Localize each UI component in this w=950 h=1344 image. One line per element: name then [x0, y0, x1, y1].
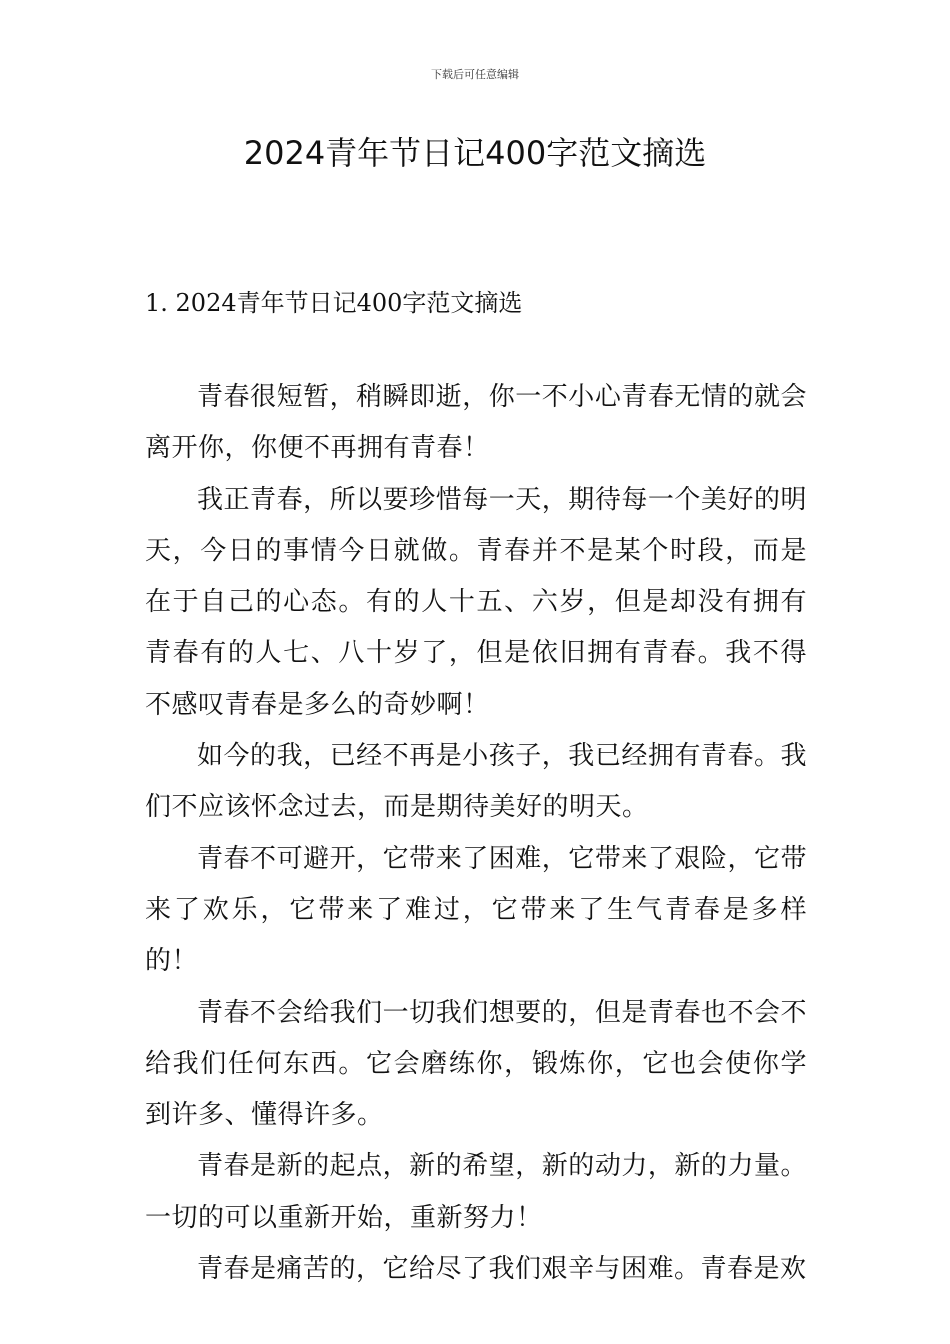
paragraph: 青春不可避开，它带来了困难，它带来了艰险，它带来了欢乐，它带来了难过，它带来了生气青春是多样的！: [145, 843, 807, 977]
paragraph: 青春不会给我们一切我们想要的，但是青春也不会不给我们任何东西。它会磨练你，锻炼你，它也会使你学到许多、懂得许多。: [145, 997, 807, 1131]
paragraph: 青春很短暂，稍瞬即逝，你一不小心青春无情的就会离开你，你便不再拥有青春！: [145, 382, 807, 464]
paragraph: 青春是新的起点，新的希望，新的动力，新的力量。一切的可以重新开始，重新努力！: [145, 1151, 807, 1233]
paragraph: 我正青春，所以要珍惜每一天，期待每一个美好的明天，今日的事情今日就做。青春并不是某个时段，而是在于自己的心态。有的人十五、六岁，但是却没有拥有青春有的人七、八十岁了，但是依旧拥有青春。我不得不感叹青春是多么的奇妙啊！: [145, 484, 807, 720]
header-note: 下载后可任意编辑: [431, 68, 519, 81]
document-title: 2024青年节日记400字范文摘选: [243, 134, 707, 172]
section-heading: 1. 2024青年节日记400字范文摘选: [145, 289, 523, 317]
body-text: [145, 372, 807, 1295]
paragraph: 青春是痛苦的，它给尽了我们艰辛与困难。青春是欢: [197, 1254, 807, 1285]
paragraph: 如今的我，已经不再是小孩子，我已经拥有青春。我们不应该怀念过去，而是期待美好的明天。: [145, 741, 807, 823]
